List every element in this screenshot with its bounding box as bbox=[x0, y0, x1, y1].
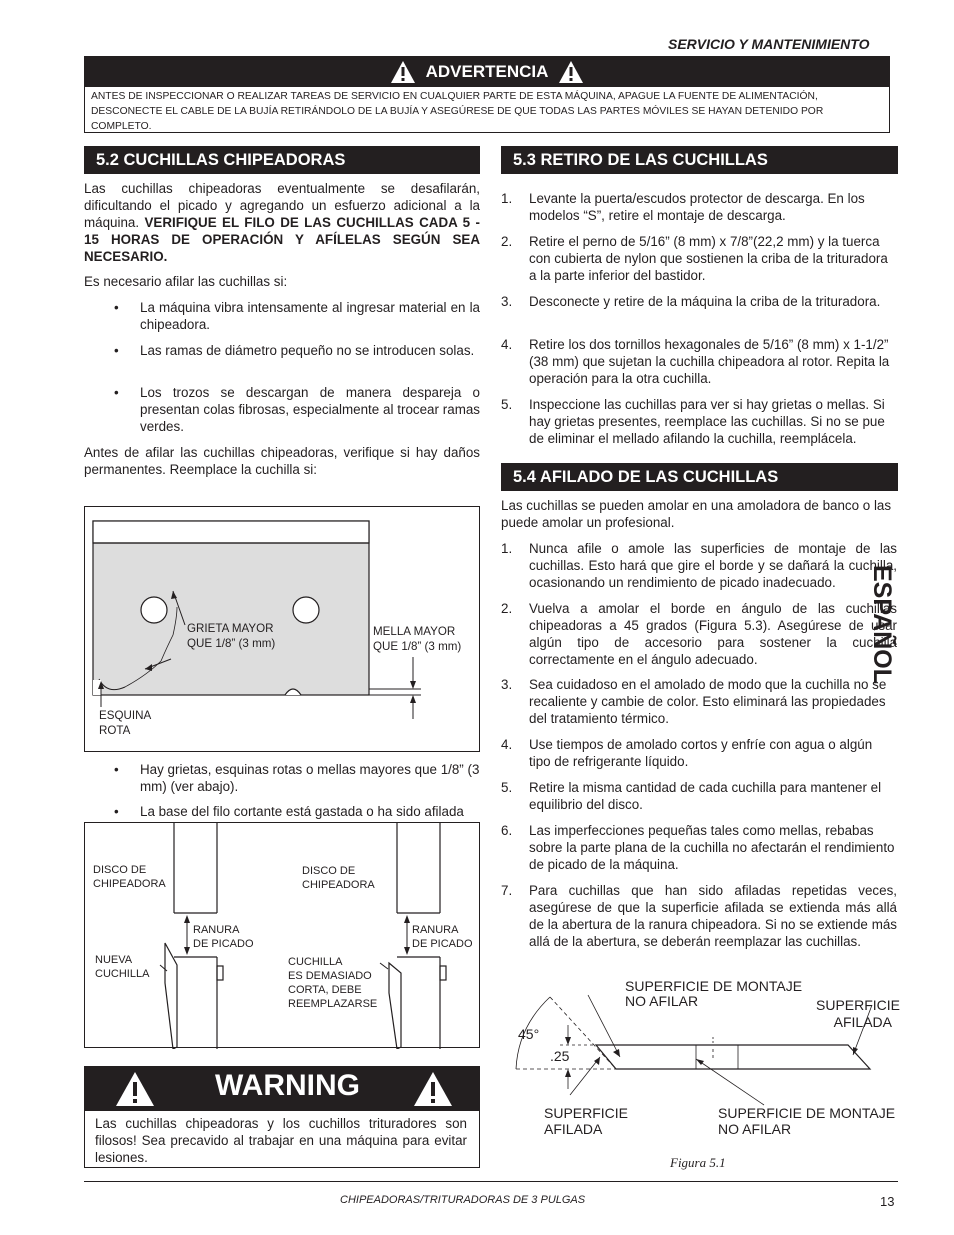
list-item: 5. Retire la misma cantidad de cada cuchilla para mantener el equilibrio del disco. bbox=[501, 780, 882, 812]
sec52-intro bbox=[84, 180, 480, 265]
fig51-mounting-top-label: SUPERFICIE DE MONTAJE NO AFILAR bbox=[625, 978, 803, 1009]
list-item: 7. Para cuchillas que han sido afiladas repetidas veces, asegúrese de que la superficie afilada se extienda más allá de la abertura de la ranura chipeadora. Si no se extiende más allá de la abertura, se deberán reemplazar las cuchillas. bbox=[501, 883, 897, 949]
warning-header bbox=[85, 1067, 479, 1111]
disco-label-left: DISCO DE CHIPEADORA bbox=[93, 864, 166, 890]
fig51-dimension-label: .25 bbox=[550, 1048, 570, 1064]
grieta-label: GRIETA MAYOR QUE 1/8” (3 mm) bbox=[187, 622, 276, 650]
fig51-sharpened-bottom-label: SUPERFICIE AFILADA bbox=[544, 1105, 629, 1137]
list-item: 2. Retire el perno de 5/16” (8 mm) x 7/8”(22,2 mm) y la tuerca con cubierta de nylon que sostienen la criba de la trituradora a la parte inferior del bastidor. bbox=[501, 234, 888, 283]
warning-triangle-icon bbox=[558, 60, 584, 84]
list-item: 4. Retire los dos tornillos hexagonales de 5/16” (8 mm) x 1-1/2” (38 mm) que sujetan la cuchilla chipeadora al rotor. Repita la operación para la otra cuchilla. bbox=[501, 337, 890, 386]
section-5-4-title: 5.4 AFILADO DE LAS CUCHILLAS bbox=[501, 463, 898, 491]
cuchilla-corta-label: CUCHILLA ES DEMASIADO CORTA, DEBE REEMPLAZARSE bbox=[288, 956, 378, 1010]
list-item: • La máquina vibra intensamente al ingresar material en la chipeadora. bbox=[114, 300, 480, 332]
list-item: 3. Sea cuidadoso en el amolado de modo que la cuchilla no se recaliente y cambie de color. Esto eliminará las propiedades del tratamiento térmico. bbox=[501, 677, 887, 726]
advertencia-box bbox=[84, 56, 890, 133]
mella-label: MELLA MAYOR QUE 1/8” (3 mm) bbox=[373, 625, 462, 653]
sec54-intro: Las cuchillas se pueden amolar en una amoladora de banco o las puede amolar un profesional. bbox=[501, 498, 892, 530]
list-item: 1. Nunca afile o amole las superficies de montaje de las cuchillas. Esto hará que gire el borde y se dañará la cuchilla, ocasionando un rendimiento de picado inadecuado. bbox=[501, 541, 897, 590]
sec52-antes: Antes de afilar las cuchillas chipeadoras, verifique si hay daños permanentes. Reemplace la cuchilla si: bbox=[84, 445, 480, 477]
warning-triangle-icon bbox=[413, 1071, 453, 1107]
disco-label-right: DISCO DE CHIPEADORA bbox=[302, 865, 375, 891]
advertencia-title: ADVERTENCIA bbox=[425, 62, 549, 81]
figure-caption: Figura 5.1 bbox=[670, 1155, 726, 1170]
fig51-sharpened-right-label: SUPERFICIE AFILADA bbox=[816, 997, 901, 1030]
list-item: 4. Use tiempos de amolado cortos y enfríe con agua o algún tipo de refrigerante líquido. bbox=[501, 737, 873, 769]
warning-box bbox=[84, 1066, 480, 1168]
esquina-label: ESQUINA ROTA bbox=[99, 709, 152, 737]
list-item: 1. Levante la puerta/escudos protector de descarga. En los modelos “S”, retire el montaje de descarga. bbox=[501, 191, 865, 223]
ranura-label-right: RANURA DE PICADO bbox=[412, 924, 473, 950]
section-5-3-title: 5.3 RETIRO DE LAS CUCHILLAS bbox=[501, 146, 898, 174]
fig51-mounting-bottom-label: SUPERFICIE DE MONTAJE NO AFILAR bbox=[718, 1105, 896, 1137]
running-header: SERVICIO Y MANTENIMIENTO bbox=[668, 36, 870, 52]
warning-text: Las cuchillas chipeadoras y los cuchillos trituradores son filosos! Sea precavido al trabajar en una máquina para evitar lesiones. bbox=[95, 1116, 467, 1165]
sec52-necesario: Es necesario afilar las cuchillas si: bbox=[84, 274, 288, 289]
nueva-cuchilla-label: NUEVA CUCHILLA bbox=[95, 954, 150, 980]
fig51-angle-label: 45° bbox=[518, 1026, 540, 1042]
page-number: 13 bbox=[880, 1194, 895, 1209]
warning-title: WARNING bbox=[215, 1069, 360, 1102]
warning-triangle-icon bbox=[115, 1071, 155, 1107]
footer-rule bbox=[84, 1181, 898, 1182]
list-item: 3. Desconecte y retire de la máquina la criba de la trituradora. bbox=[501, 294, 881, 309]
figure-5-1 bbox=[508, 975, 901, 1155]
warning-triangle-icon bbox=[390, 60, 416, 84]
section-5-2-title: 5.2 CUCHILLAS CHIPEADORAS bbox=[84, 146, 480, 174]
language-side-tab: ESPAÑOL bbox=[868, 565, 896, 684]
list-item: 5. Inspeccione las cuchillas para ver si hay grietas o mellas. Si hay grietas presentes, reemplace las cuchillas. Si no se pue de eliminar el mellado afilando la cuchilla, reemplácela. bbox=[501, 397, 885, 446]
ranura-label-left: RANURA DE PICADO bbox=[193, 924, 254, 950]
list-item: 6. Las imperfecciones pequeñas tales como mellas, rebabas sobre la parte plana de la cuchilla no afectarán el rendimiento de picado de la máquina. bbox=[501, 823, 895, 872]
list-item: • Las ramas de diámetro pequeño no se introducen solas. bbox=[114, 343, 475, 358]
sec52-intro-plain: Las cuchillas chipeadoras eventualmente se desafilarán, dificultando el picado y agregando un esfuerzo adicional a la máquina. bbox=[84, 181, 480, 230]
footer-title: CHIPEADORAS/TRITURADORAS DE 3 PULGAS bbox=[340, 1194, 586, 1206]
list-item: • La base del filo cortante está gastada o ha sido afilada bbox=[114, 804, 464, 819]
blade-damage-figure bbox=[84, 506, 480, 752]
chipper-slot-figure bbox=[84, 822, 480, 1048]
list-item: • Los trozos se descargan de manera despareja o presentan colas fibrosas, especialmente al trocear ramas verdes. bbox=[114, 385, 480, 434]
sec52-intro-bold: VERIFIQUE EL FILO DE LAS CUCHILLAS CADA 5 - 15 HORAS DE OPERACIÓN Y AFÍLELAS SEGÚN SEA NECESARIO. bbox=[84, 215, 480, 264]
list-item: 2. Vuelva a amolar el borde en ángulo de las cuchillas chipeadoras a 45 grados (Figura 5.3). Asegúrese de usar algún tipo de accesorio para sostener la cuchilla correctamente en el ángulo adecuado. bbox=[501, 601, 897, 667]
advertencia-text: ANTES DE INSPECCIONAR O REALIZAR TAREAS DE SERVICIO EN CUALQUIER PARTE DE ESTA MÁQUINA, APAGUE LA FUENTE DE ALIMENTACIÓN, DESCONECTE EL CABLE DE LA BUJÍA RETIRÁNDOLO DE LA BUJÍA Y ASEGÚRESE DE QUE TODAS LAS PARTES MÓVILES SE HAYAN DETENIDO POR COMPLETO. bbox=[91, 91, 824, 132]
list-item: • Hay grietas, esquinas rotas o mellas mayores que 1/8” (3 mm) (ver abajo). bbox=[114, 762, 480, 794]
advertencia-header bbox=[85, 57, 889, 87]
